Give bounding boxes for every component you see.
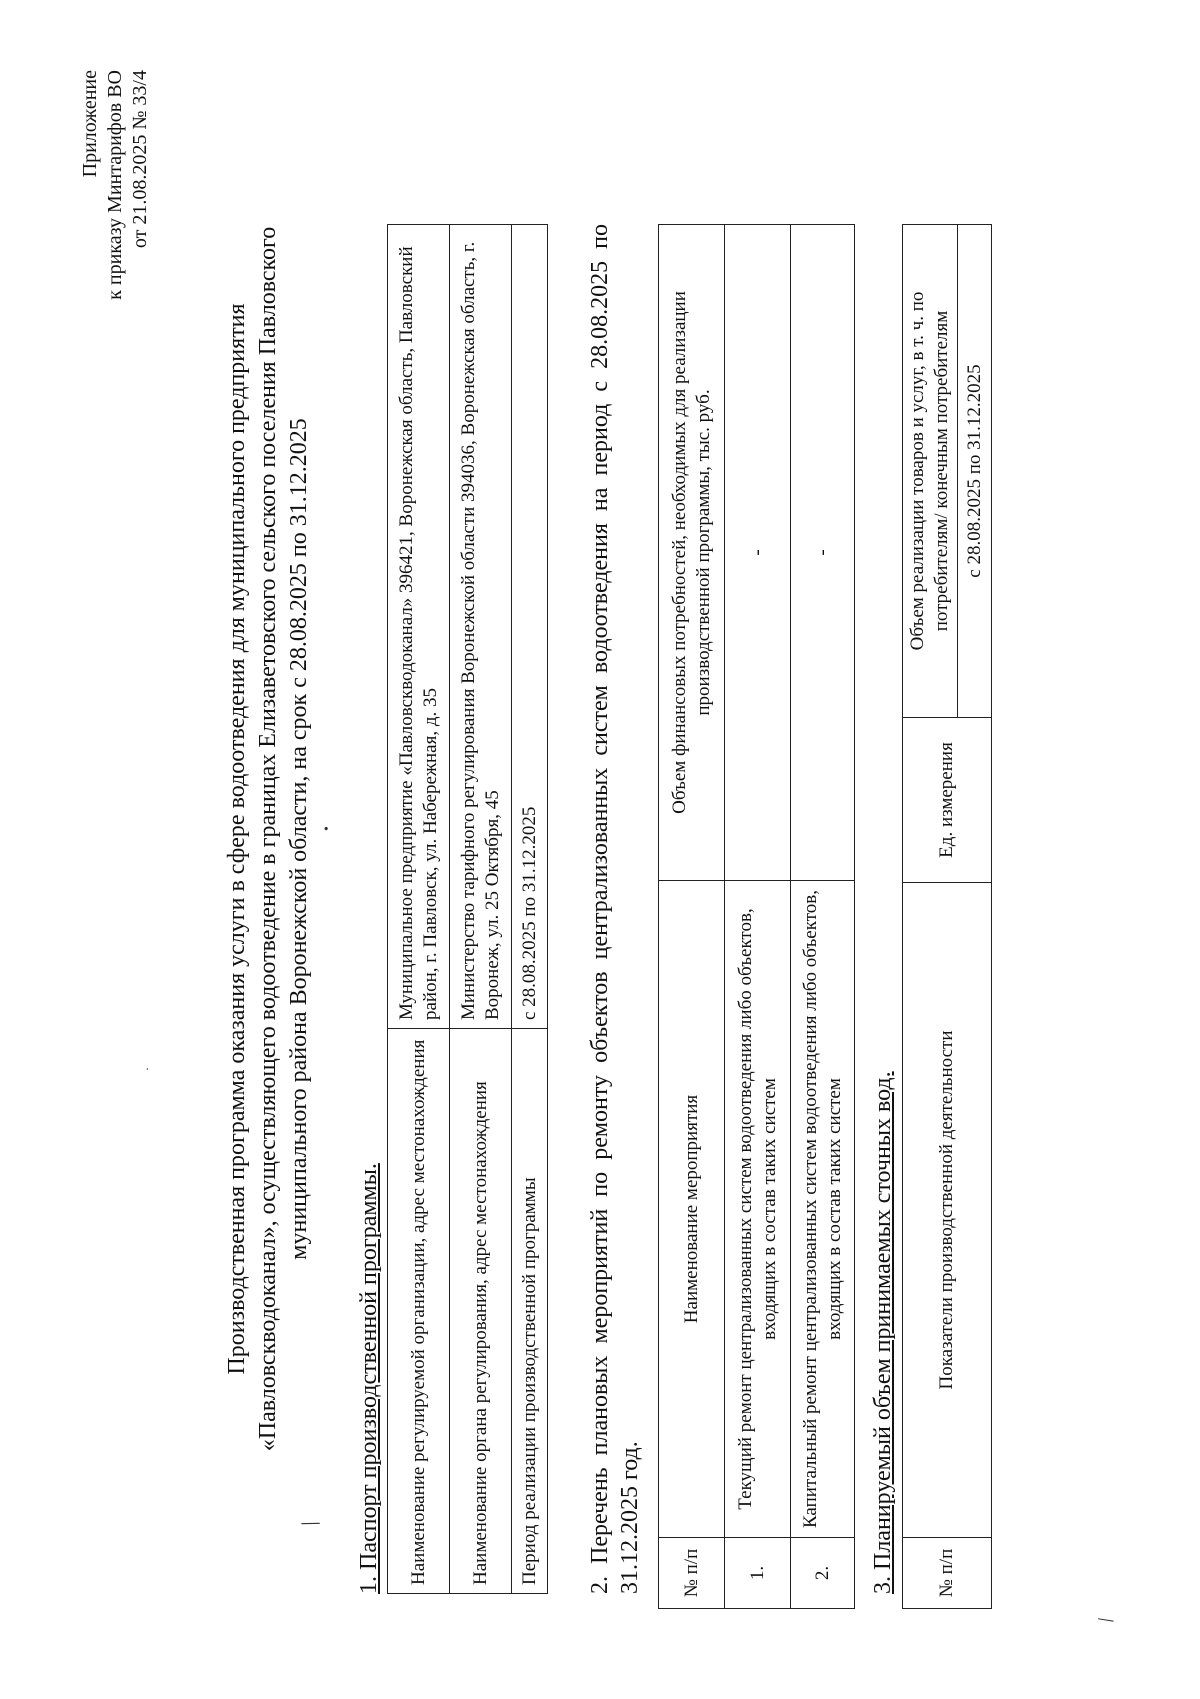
row-num: 2. (791, 1538, 855, 1609)
table-row (791, 225, 855, 1609)
table-row (388, 225, 450, 1594)
row-measure-name: Капитальный ремонт централизованных систем водоотведения либо объектов, входящих в состав таких систем (791, 881, 855, 1538)
passport-value: Министерство тарифного регулирования Воронежской области 394036, Воронежская область, г. Воронеж, ул. 25 Октября, 45 (450, 225, 512, 1029)
passport-label: Период реализации производственной программы (512, 1029, 548, 1594)
wastewater-volume-table (902, 224, 992, 1609)
header-period: с 28.08.2025 по 31.12.2025 (958, 225, 992, 718)
title-line-3: муниципального района Воронежской области, на срок с 28.08.2025 по 31.12.2025 (286, 418, 312, 1260)
appendix-order-ref: к приказу Минтарифов ВО (104, 70, 126, 300)
appendix-label: Приложение (79, 70, 101, 178)
pen-mark: / (295, 1515, 326, 1532)
row-num: 1. (725, 1538, 791, 1609)
section3-heading: 3. Планируемый объем принимаемых сточных вод. (870, 1071, 896, 1594)
row-finance-value: - (725, 225, 791, 881)
title-line-1: Производственная программа оказания услуги в сфере водоотведения для муниципального предприятия (224, 303, 250, 1375)
header-finance: Объем финансовых потребностей, необходимых для реализации производственной программы, тыс. руб. (659, 225, 725, 881)
dot-mark: • (320, 826, 335, 831)
row-measure-name: Текущий ремонт централизованных систем водоотведения либо объектов, входящих в состав таких систем (725, 881, 791, 1538)
section2-heading: 2. Перечень плановых мероприятий по ремонту объектов централизованных систем водоотведения на период с 28.08.2025 по 31.12.2025 год. (587, 224, 643, 1594)
row-finance-value: - (791, 225, 855, 881)
pen-mark: / (1092, 1614, 1119, 1626)
table-row (725, 225, 791, 1609)
passport-value: с 28.08.2025 по 31.12.2025 (512, 225, 548, 1029)
passport-value: Муниципальное предприятие «Павловскводоканал» 396421, Воронежская область, Павловский район, г. Павловск, ул. Набережная, д. 35 (388, 225, 450, 1029)
repair-measures-table (658, 224, 855, 1609)
title-line-2: «Павловскводоканал», осуществляющего водоотведение в границах Елизаветовского сельского поселения Павловского (255, 226, 281, 1452)
table-header-row (903, 225, 958, 1609)
appendix-block (78, 70, 153, 300)
appendix-order-date: от 21.08.2025 № 33/4 (129, 70, 151, 249)
header-unit: Ед. измерения (903, 718, 992, 883)
passport-label: Наименование регулируемой организации, адрес местонахождения (388, 1029, 450, 1594)
table-header-row (659, 225, 725, 1609)
header-measure-name: Наименование мероприятия (659, 881, 725, 1538)
section1-heading: 1. Паспорт производственной программы. (356, 1163, 382, 1594)
header-num: № п/п (903, 1538, 992, 1609)
header-num: № п/п (659, 1538, 725, 1609)
dot-mark: · (140, 1067, 154, 1071)
table-row (450, 225, 512, 1594)
passport-table (387, 224, 548, 1594)
table-row (512, 225, 548, 1594)
header-volume: Объем реализации товаров и услуг, в т. ч. по потребителям/ конечным потребителям (903, 225, 958, 718)
document-title (222, 179, 315, 1499)
passport-label: Наименование органа регулирования, адрес местонахождения (450, 1029, 512, 1594)
header-indicator: Показатели производственной деятельности (903, 883, 992, 1538)
